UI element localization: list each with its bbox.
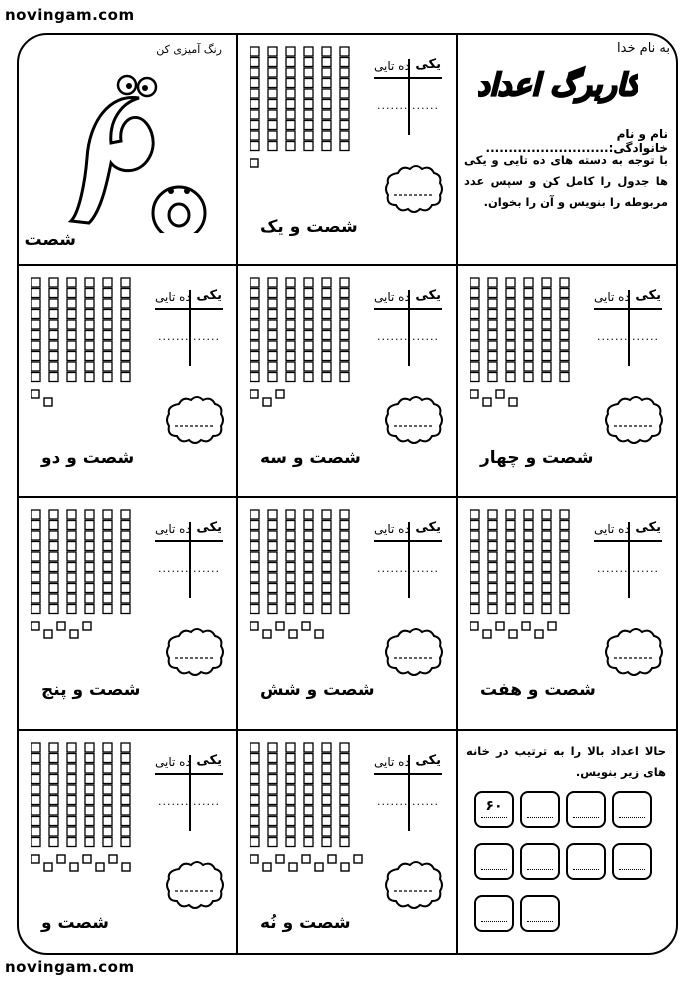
tens-header: ده تایی <box>594 290 630 304</box>
ones-header: یکی <box>635 520 661 535</box>
tens-rods <box>250 274 370 398</box>
place-value-table <box>594 288 662 366</box>
number-card <box>238 266 454 494</box>
order-answer-box[interactable] <box>612 843 652 880</box>
place-value-table <box>155 288 223 366</box>
cloud-answer-box[interactable] <box>165 859 225 911</box>
order-answer-box[interactable] <box>474 791 514 828</box>
cloud-answer-box[interactable] <box>604 394 664 446</box>
tens-answer-field[interactable]: ....... <box>597 562 629 575</box>
tens-rods <box>470 506 590 630</box>
ones-header: یکی <box>415 753 441 768</box>
bismillah: به نام خدا <box>617 41 670 56</box>
tens-header: ده تایی <box>594 522 630 536</box>
order-answer-box[interactable] <box>566 843 606 880</box>
tens-rods <box>250 506 370 630</box>
number-word-label: شصت و <box>41 913 109 933</box>
place-value-table <box>155 753 223 831</box>
ones-cubes <box>470 388 600 418</box>
number-card <box>19 498 235 726</box>
tens-rods <box>31 739 151 863</box>
tens-answer-field[interactable]: ....... <box>597 330 629 343</box>
ones-answer-field[interactable]: ....... <box>407 99 439 112</box>
cloud-answer-box[interactable] <box>384 163 444 215</box>
ones-header: یکی <box>196 288 222 303</box>
number-card <box>458 498 674 726</box>
tens-rods <box>31 506 151 630</box>
digits-sixty-drawing <box>49 63 209 233</box>
order-answer-box[interactable] <box>520 895 560 932</box>
ones-answer-field[interactable]: ....... <box>407 330 439 343</box>
worksheet-title-logo <box>478 55 638 111</box>
tens-answer-field[interactable]: ....... <box>158 330 190 343</box>
number-word-label: شصت و یک <box>260 217 358 237</box>
place-value-table <box>374 57 442 135</box>
cloud-answer-box[interactable] <box>604 626 664 678</box>
tens-header: ده تایی <box>155 290 191 304</box>
ones-cubes <box>250 157 380 187</box>
number-card <box>238 35 454 263</box>
order-answer-box[interactable] <box>474 895 514 932</box>
ones-cubes <box>250 388 380 418</box>
coloring-caption: رنگ آمیزی کن <box>156 43 222 56</box>
ones-cubes <box>250 620 380 650</box>
place-value-table <box>374 520 442 598</box>
tens-header: ده تایی <box>155 755 191 769</box>
instructions-text: با توجه به دسته های ده تایی و یکی ها جدول را کامل کن و سپس عدد مربوطه را بنویس و آن را بخوان. <box>464 153 668 209</box>
ones-answer-field[interactable]: ....... <box>627 562 659 575</box>
ones-cubes <box>250 853 380 883</box>
ones-header: یکی <box>635 288 661 303</box>
tens-answer-field[interactable]: ....... <box>158 795 190 808</box>
intro-cell <box>458 35 676 264</box>
svg-text:کاربرگ اعداد: کاربرگ اعداد <box>478 68 638 103</box>
ones-header: یکی <box>415 520 441 535</box>
order-answer-box[interactable] <box>520 791 560 828</box>
tens-header: ده تایی <box>374 755 410 769</box>
tens-rods <box>31 274 151 398</box>
number-card <box>19 731 235 955</box>
number-word-label: شصت و نُه <box>260 913 351 933</box>
tens-rods <box>250 739 370 863</box>
order-answer-box[interactable] <box>520 843 560 880</box>
place-value-table <box>374 288 442 366</box>
place-value-table <box>374 753 442 831</box>
number-word-label: شصت و دو <box>41 448 135 468</box>
number-card <box>238 498 454 726</box>
cloud-answer-box[interactable] <box>384 859 444 911</box>
number-word-label: شصت و شش <box>260 680 375 700</box>
cloud-answer-box[interactable] <box>384 394 444 446</box>
tens-rods <box>250 43 370 167</box>
tens-header: ده تایی <box>374 522 410 536</box>
number-card <box>19 266 235 494</box>
tens-rods <box>470 274 590 398</box>
order-answer-box[interactable] <box>566 791 606 828</box>
cloud-answer-box[interactable] <box>165 626 225 678</box>
tens-answer-field[interactable]: ....... <box>377 795 409 808</box>
number-word-label: شصت و هفت <box>480 680 596 700</box>
ones-header: یکی <box>415 288 441 303</box>
ordering-instruction: حالا اعداد بالا را به ترتیب در خانه های زیر بنویس. <box>466 744 666 779</box>
ones-answer-field[interactable]: ....... <box>188 562 220 575</box>
coloring-cell <box>19 35 236 264</box>
tens-header: ده تایی <box>374 290 410 304</box>
ones-cubes <box>31 388 161 418</box>
ones-cubes <box>31 620 161 650</box>
tens-answer-field[interactable]: ....... <box>377 562 409 575</box>
tens-answer-field[interactable]: ....... <box>377 99 409 112</box>
worksheet <box>17 33 678 955</box>
tens-header: ده تایی <box>374 59 410 73</box>
cloud-answer-box[interactable] <box>384 626 444 678</box>
ones-answer-field[interactable]: ....... <box>627 330 659 343</box>
number-word-label: شصت و سه <box>260 448 361 468</box>
ones-header: یکی <box>196 520 222 535</box>
tens-answer-field[interactable]: ....... <box>158 562 190 575</box>
cloud-answer-box[interactable] <box>165 394 225 446</box>
ones-answer-field[interactable]: ....... <box>188 795 220 808</box>
number-card <box>458 266 674 494</box>
coloring-word: شصت <box>24 230 76 250</box>
number-card <box>238 731 454 955</box>
number-word-label: شصت و چهار <box>480 448 594 468</box>
ones-answer-field[interactable]: ....... <box>407 795 439 808</box>
ones-header: یکی <box>415 57 441 72</box>
tens-header: ده تایی <box>155 522 191 536</box>
ones-answer-field[interactable]: ....... <box>407 562 439 575</box>
order-first-value: ۶۰ <box>485 798 503 814</box>
site-watermark-top: novingam.com <box>5 6 135 24</box>
tens-answer-field[interactable]: ....... <box>377 330 409 343</box>
ones-header: یکی <box>196 753 222 768</box>
place-value-table <box>155 520 223 598</box>
place-value-table <box>594 520 662 598</box>
ones-answer-field[interactable]: ....... <box>188 330 220 343</box>
order-answer-box[interactable] <box>612 791 652 828</box>
site-watermark-bottom: novingam.com <box>5 958 135 976</box>
number-word-label: شصت و پنج <box>41 680 141 700</box>
order-answer-box[interactable] <box>474 843 514 880</box>
name-field[interactable]: نام و نام خانوادگی:........................... <box>485 127 668 155</box>
ones-cubes <box>31 853 161 883</box>
ordering-cell <box>458 731 676 953</box>
ones-cubes <box>470 620 600 650</box>
